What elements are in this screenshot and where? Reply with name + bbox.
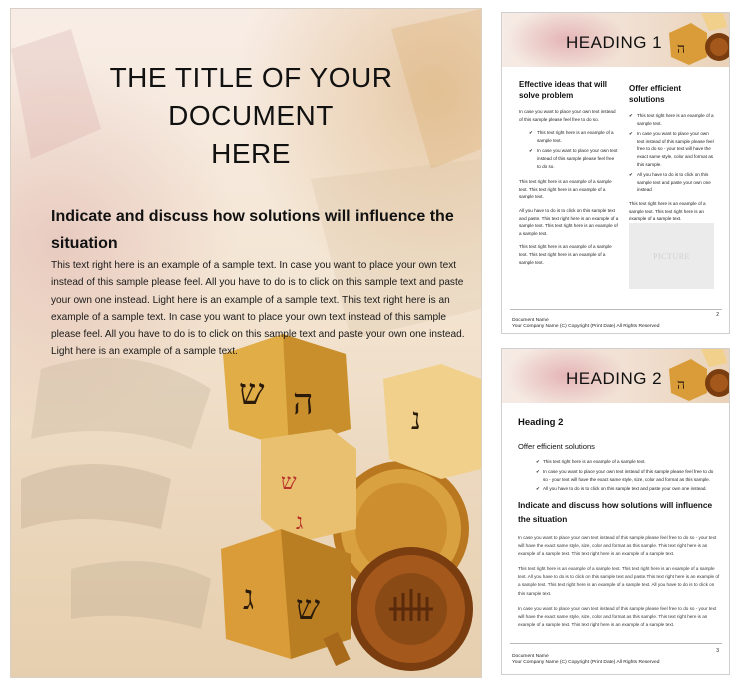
- page-heading-1: [501, 12, 730, 334]
- title-line-1: THE TITLE OF YOUR: [109, 62, 393, 93]
- right-column: [629, 83, 717, 229]
- page-footer: [512, 654, 659, 667]
- page-banner: [502, 13, 730, 67]
- svg-text:ש: ש: [296, 588, 321, 628]
- list-item: ✔ In case you want to place your own text instead of this sample please feel free to do so.: [529, 147, 619, 170]
- footer-copyright: Your Company Name (C) Copyright (Print Date) All Rights Reserved: [512, 660, 660, 666]
- picture-placeholder: PICTURE: [629, 223, 714, 289]
- svg-text:ש: ש: [239, 372, 265, 413]
- footer-divider: [510, 643, 722, 644]
- left-column-heading: Effective ideas that will solve problem: [519, 80, 608, 100]
- right-bullet-list: [629, 112, 717, 194]
- svg-text:ה: ה: [293, 382, 314, 423]
- dreidel-middle: [261, 429, 356, 544]
- body-paragraph-2: This text right here is an example of a sample text. This text right here is an example of a sample text. All you have to do is to click on this sample text and paste.This text right here is an example of a sample text. This text right here is an example of a sample text. All you have to do is to click on this sample text.: [518, 566, 720, 596]
- left-bullet-list: [529, 129, 619, 170]
- title-line-2: DOCUMENT: [168, 100, 334, 131]
- list-item: ✔ This text right here is an example of a sample text.: [536, 458, 718, 466]
- banner-dreidel-icon: [661, 349, 730, 403]
- main-heading: Indicate and discuss how solutions will influence the situation: [51, 208, 454, 252]
- dreidel-right: [383, 364, 481, 479]
- svg-text:ש: ש: [281, 470, 297, 495]
- list-item: ✔ All you have to do is to click on this sample text and paste your own one instead.: [536, 485, 718, 493]
- footer-document-name: Document Name: [512, 654, 549, 659]
- left-paragraph-1: This text right here is an example of a sample text. This text right here is an example of a sample text.: [519, 179, 612, 200]
- left-paragraph-2: All you have to do is to click on this sample text and paste. This text right here is an example of a sample text. This text right here is an example of a sample text.: [519, 207, 619, 236]
- page-number: 3: [716, 648, 719, 654]
- page-number: 2: [716, 312, 719, 318]
- footer-divider: [510, 309, 722, 310]
- body-paragraph-3: In case you want to place your own text instead of this sample please feel free to do so - your text will have the exact same style, size, color and format as this sample. This text right here is an example of a sample text. This text right here is an example of a sample text.: [518, 605, 717, 627]
- section-subheading: Offer efficient solutions: [518, 442, 595, 451]
- cover-page: [10, 8, 482, 678]
- svg-text:ג: ג: [243, 578, 255, 618]
- svg-text:ה: ה: [677, 41, 686, 57]
- body-text: [518, 534, 722, 636]
- banner-title: HEADING 2: [566, 369, 663, 388]
- list-item: ✔ All you have to do is to click on this sample text and paste your own one instead: [629, 171, 717, 194]
- svg-text:ה: ה: [677, 377, 686, 393]
- section-heading: Heading 2: [518, 417, 564, 428]
- body-paragraph-1: In case you want to place your own text instead of this sample please feel free to do so - your text will have the exact same style, size, color and format as this sample. This text right here is an example of a sample text. This text right here is an example of a sample text.: [518, 535, 717, 557]
- bullet-list: [536, 458, 718, 495]
- list-item: ✔ This text right here is an example of a sample text.: [529, 129, 619, 144]
- page-footer: [512, 318, 659, 331]
- document-title: [51, 59, 451, 173]
- left-paragraph-3: This text right here is an example of a sample text. This text right here is an example of a sample text.: [519, 244, 612, 265]
- page-heading-2: [501, 348, 730, 675]
- right-paragraph: This text right here is an example of a sample text. This text right here is an example of a sample text.: [629, 200, 706, 222]
- list-item: ✔ This text right here is an example of a sample text.: [629, 112, 717, 127]
- banner-title: HEADING 1: [566, 33, 663, 52]
- svg-text:נ: נ: [411, 402, 421, 437]
- title-line-3: HERE: [211, 138, 291, 169]
- discussion-heading: Indicate and discuss how solutions will influence the situation: [518, 500, 713, 524]
- dreidel-bottom: [221, 529, 351, 666]
- list-item: ✔ In case you want to place your own text instead of this sample please feel free to do so - your text will have the exact same style, color and format as this sample.: [629, 130, 717, 168]
- right-column-heading: Offer efficient solutions: [629, 84, 682, 104]
- coin-dark: [349, 547, 473, 671]
- left-intro: In case you want to place your own text instead of this sample please feel free to do so.: [519, 109, 616, 122]
- banner-dreidel-icon: [661, 13, 730, 67]
- list-item: ✔ In case you want to place your own text instead of this sample please feel free to do so - your text will have the exact same style, size, color and format as this sample.: [536, 468, 718, 484]
- main-body-text: This text right here is an example of a sample text. In case you want to place your own text instead of this sample please feel. All you have to do is to click on this sample text and paste your own one instead. Light here is an example of a sample text. This text right here is an example of a sample text. In case you want to place your own text instead of this sample please feel. All you have to do is to click on this sample text and paste your own one instead. Light here is an example of a sample text.: [51, 260, 465, 358]
- footer-copyright: Your Company Name (C) Copyright (Print Date) All Rights Reserved: [512, 324, 660, 330]
- svg-text:ג: ג: [296, 510, 304, 535]
- page-banner: [502, 349, 730, 403]
- footer-document-name: Document Name: [512, 318, 549, 323]
- left-column: [519, 79, 619, 272]
